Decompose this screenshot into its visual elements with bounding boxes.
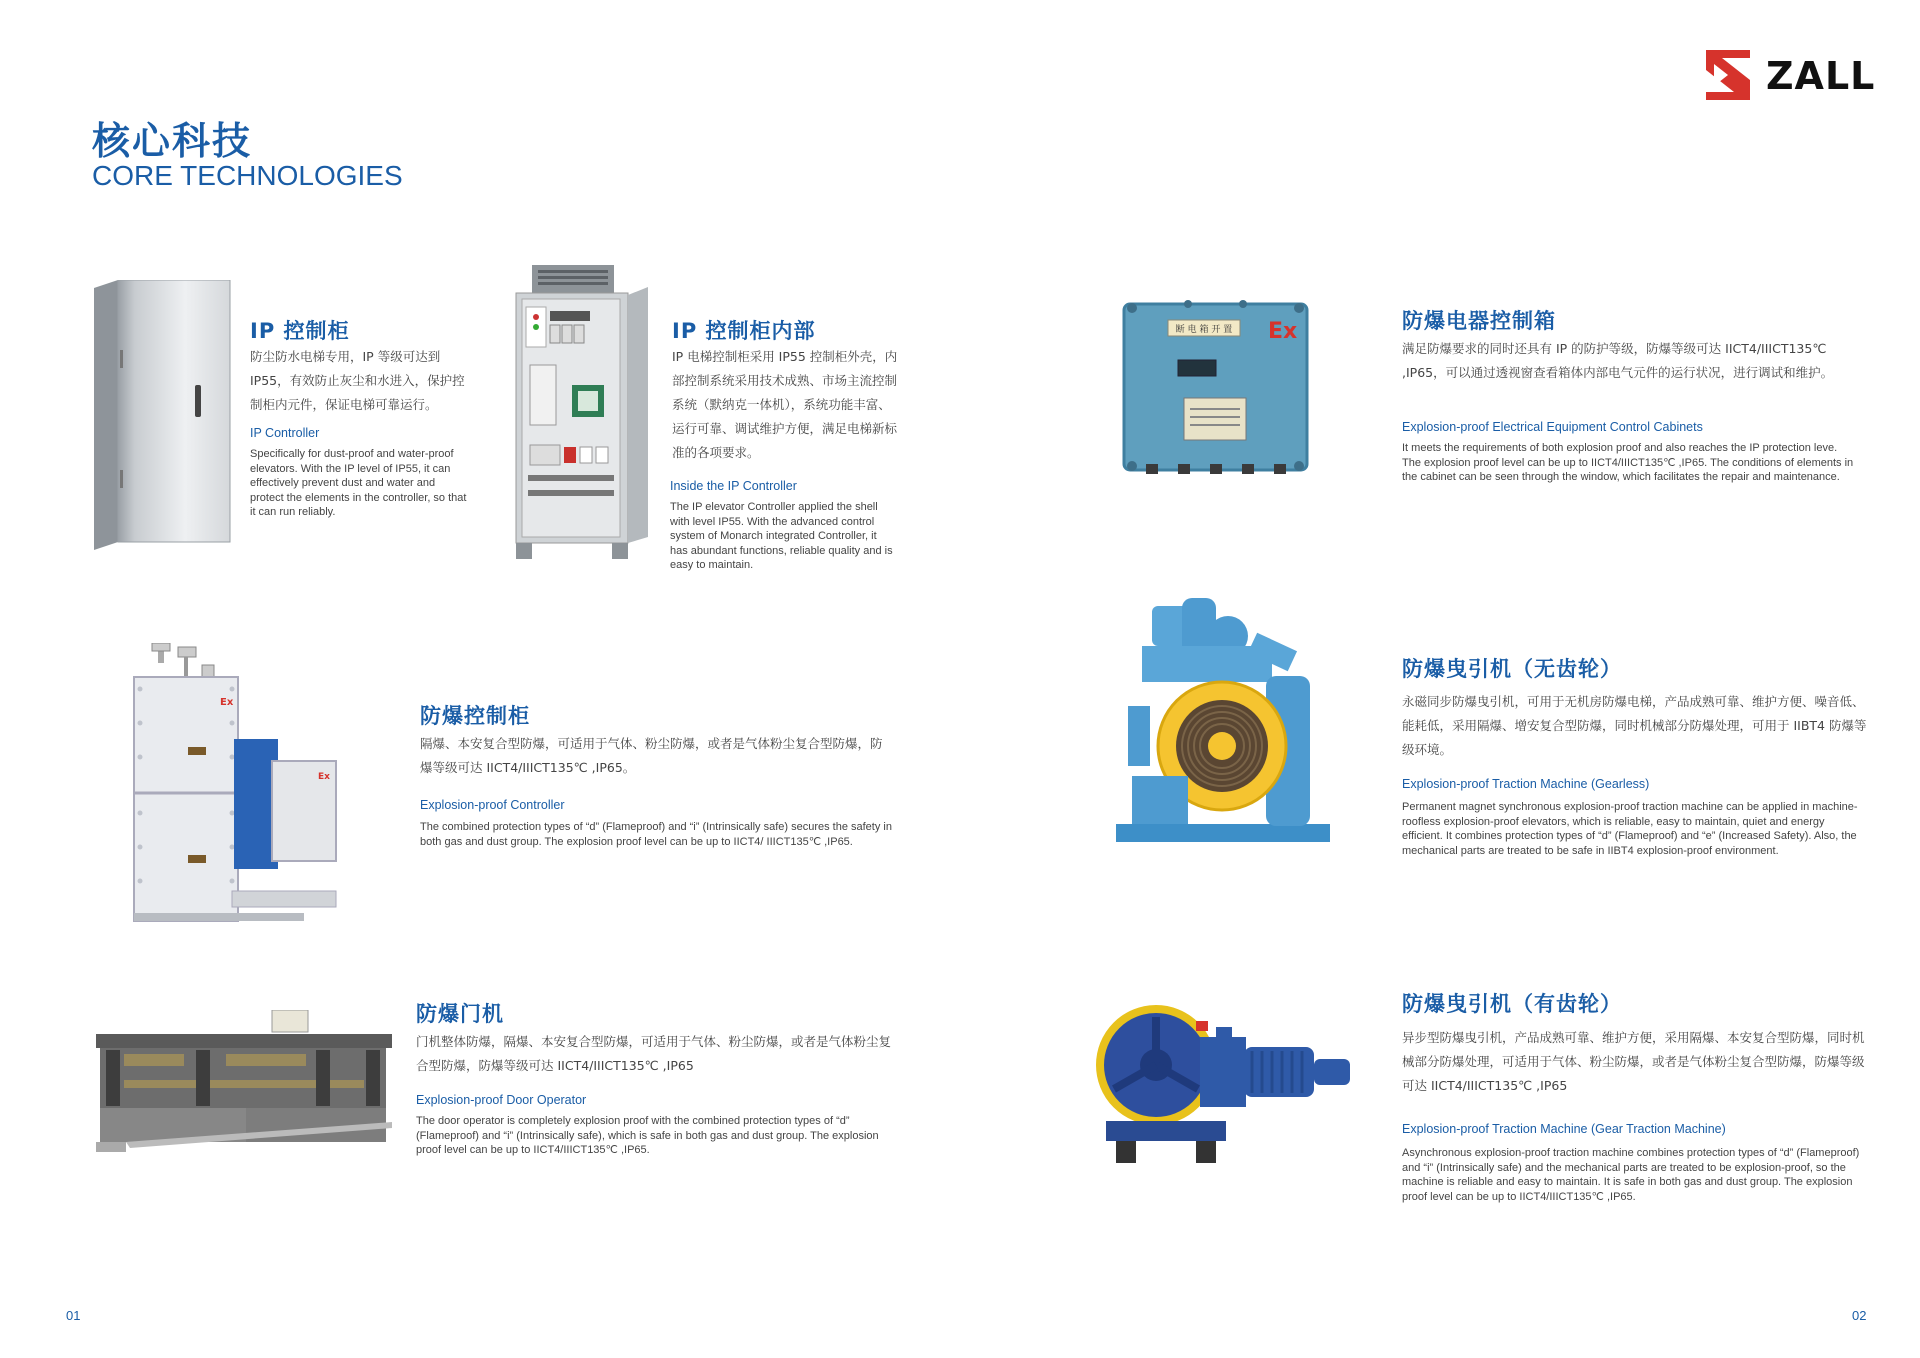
product-image-ex-controller [132,643,340,933]
product-image-ip-controller-inside [512,265,652,559]
page-number-right: 02 [1852,1308,1867,1323]
product-desc-en: The IP elevator Controller applied the shell with level IP55. With the advanced control system of Monarch integrated Controller, it has abundant functions, reliable quality and is easy to maintain. [670,501,893,571]
ex-mark: Ex [318,772,330,782]
product-desc-en: Asynchronous explosion-proof traction machine combines protection types of “d” (Flameproof) and “i” (Intrinsically safe) and the mechanical parts are treated to be explosion-proof, so the machine is reliable and easy to maintain. It is safe in both gas and dust group. The explosion proof level can be up to IICT4/IIICT135℃ ,IP65. [1402,1147,1860,1203]
product-image-geared-traction [1096,1003,1356,1168]
product-desc-en: The combined protection types of “d” (Flameproof) and “i” (Intrinsically safe) secures the safety in both gas and dust group. The explosion proof level can be up to IICT4/ IIICT135℃ ,IP65. [420,821,892,848]
product-desc-cn: 永磁同步防爆曳引机，可用于无机房防爆电梯，产品成熟可靠、维护方便、噪音低、能耗低，采用隔爆、增安复合型防爆，同时机械部分防爆处理，可用于 IIBT4 防爆等级环境。 [1402,694,1867,757]
product-title-cn: 防爆门机 [416,1002,504,1026]
page-title-cn: 核心科技 [92,119,253,163]
product-title-en: Explosion-proof Traction Machine (Gear Traction Machine) [1402,1122,1726,1136]
product-desc-cn: IP 电梯控制柜采用 IP55 控制柜外壳，内部控制系统采用技术成熟、市场主流控制系统（默纳克一体机），系统功能丰富、运行可靠、调试维护方便，满足电梯新标准的各项要求。 [672,349,898,460]
product-desc-en: Specifically for dust-proof and water-proof elevators. With the IP level of IP55, it can effectively prevent dust and water and protect the elements in the controller, so that it can run reliably. [250,448,467,518]
product-title-cn: IP 控制柜内部 [672,319,816,343]
product-image-gearless-traction [1112,596,1332,846]
product-title-cn: 防爆控制柜 [420,704,530,728]
product-image-door-operator [96,1010,394,1155]
product-title-en: Explosion-proof Door Operator [416,1093,587,1107]
product-desc-cn: 隔爆、本安复合型防爆，可适用于气体、粉尘防爆，或者是气体粉尘复合型防爆，防爆等级可达 IICT4/IIICT135℃ ,IP65。 [420,736,883,775]
ex-mark: Ex [220,697,234,708]
product-image-ip-controller [88,280,233,550]
brand-name: ZALL [1766,54,1876,98]
product-desc-en: The door operator is completely explosion proof with the combined protection types of “d” (Flameproof) and “i” (Intrinsically safe), which is safe in both gas and dust group. The explosion proof level can be up to IICT4/IIICT135℃ ,IP65. [416,1115,879,1156]
product-title-cn: 防爆曳引机（无齿轮） [1402,657,1622,681]
product-desc-cn: 满足防爆要求的同时还具有 IP 的防护等级，防爆等级可达 IICT4/IIICT135℃ ,IP65，可以通过透视窗查看箱体内部电气元件的运行状况，进行调试和维护。 [1402,341,1834,380]
product-image-ex-electrical-box [1118,298,1313,476]
product-title-en: Explosion-proof Electrical Equipment Control Cabinets [1402,420,1703,434]
ex-mark: Ex [1268,319,1298,344]
product-title-en: Inside the IP Controller [670,479,797,493]
product-desc-cn: 异步型防爆曳引机，产品成熟可靠、维护方便，采用隔爆、本安复合型防爆，同时机械部分防爆处理，可适用于气体、粉尘防爆，或者是气体粉尘复合型防爆，防爆等级可达 IICT4/IIICT135℃ ,IP65 [1402,1030,1865,1093]
product-title-cn: IP 控制柜 [250,319,350,343]
page-number-left: 01 [66,1308,81,1323]
product-title-en: IP Controller [250,426,320,440]
product-desc-en: It meets the requirements of both explosion proof and also reaches the IP protection leve. The explosion proof level can be up to IICT4/IIICT135℃ ,IP65. The conditions of elements in the cabinet can be seen through the window, which facilitates the repair and maintenance. [1402,442,1854,483]
product-title-en: Explosion-proof Controller [420,798,565,812]
product-title-cn: 防爆电器控制箱 [1402,309,1556,333]
breaker-label: 断 电 箱 开 置 [1175,325,1233,335]
product-desc-en: Permanent magnet synchronous explosion-proof traction machine can be applied in machine-roofless explosion-proof elevators, which is reliable, easy to maintain, quiet and energy efficient. It combines protection types of “d” (Flameproof) and “e” (Increased Safety). Also, the mechanical parts are treated to be safe in IIBT4 explosion-proof environment. [1402,801,1858,857]
zall-logo-icon [1700,50,1756,100]
product-title-en: Explosion-proof Traction Machine (Gearless) [1402,777,1650,791]
page-title-en: CORE TECHNOLOGIES [92,160,403,191]
product-desc-cn: 门机整体防爆，隔爆、本安复合型防爆，可适用于气体、粉尘防爆，或者是气体粉尘复合型防爆，防爆等级可达 IICT4/IIICT135℃ ,IP65 [416,1034,892,1073]
product-desc-cn: 防尘防水电梯专用，IP 等级可达到 IP55，有效防止灰尘和水进入，保护控制柜内元件，保证电梯可靠运行。 [250,349,465,412]
brand-logo [1700,50,1880,100]
product-title-cn: 防爆曳引机（有齿轮） [1402,992,1622,1016]
